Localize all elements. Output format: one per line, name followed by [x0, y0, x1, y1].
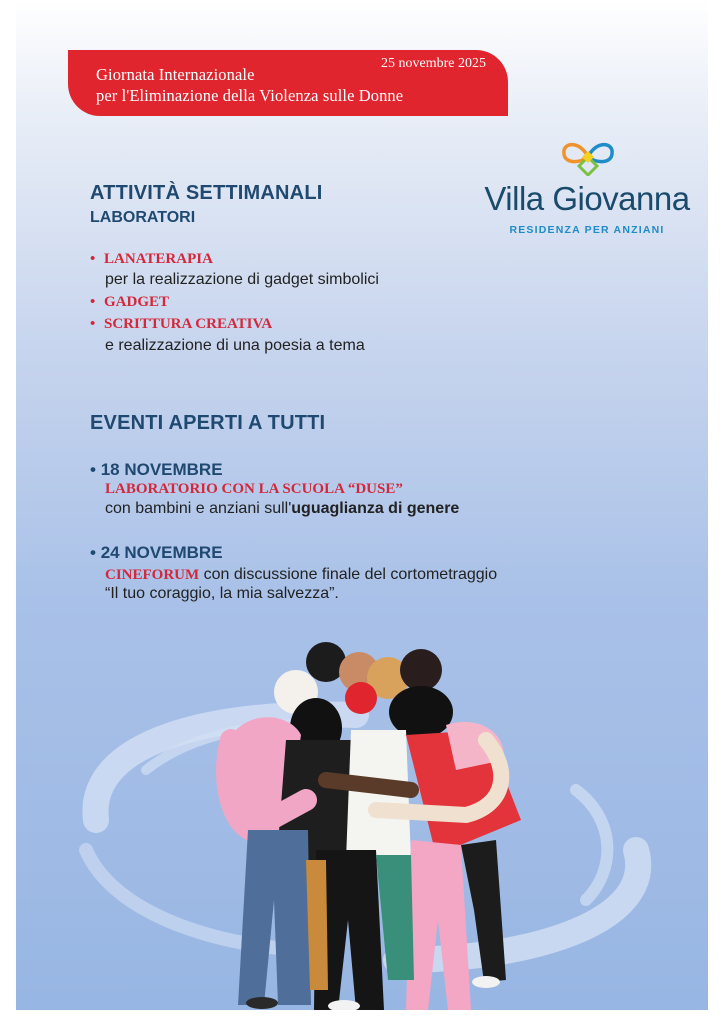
event-date-18-nov: [90, 460, 223, 480]
weekly-item-scrittura: [90, 316, 272, 333]
bullet: •: [90, 294, 96, 310]
banner-title: [96, 64, 403, 106]
women-hugging-illustration: [16, 620, 708, 1010]
bullet: •: [90, 316, 96, 332]
event-banner: [68, 50, 508, 116]
banner-title-line2: per l'Eliminazione della Violenza sulle Donne: [96, 86, 404, 105]
event-desc-emphasis: uguaglianza di genere: [291, 500, 460, 517]
weekly-item-label: LANATERAPIA: [104, 251, 213, 267]
event-desc-laboratorio: [105, 500, 459, 518]
event-date-label: 18 NOVEMBRE: [100, 460, 223, 479]
logo-name: Villa Giovanna: [484, 180, 690, 217]
event-desc-cineforum: [105, 566, 497, 584]
bullet: •: [90, 543, 96, 562]
events-heading: EVENTI APERTI A TUTTI: [90, 412, 326, 434]
bullet: •: [90, 251, 96, 267]
villa-giovanna-logo: [480, 136, 708, 246]
event-date-label: 24 NOVEMBRE: [100, 543, 223, 562]
banner-title-line1: Giornata Internazionale: [96, 65, 255, 84]
laboratori-subheading: LABORATORI: [90, 209, 196, 226]
bullet: •: [90, 460, 96, 479]
event-date-24-nov: [90, 543, 223, 563]
banner-date: 25 novembre 2025: [381, 56, 486, 71]
weekly-item-lanaterapia: [90, 251, 213, 268]
event-desc-text: con bambini e anziani sull': [105, 500, 292, 517]
weekly-activities-heading: ATTIVITÀ SETTIMANALI: [90, 182, 323, 204]
logo-subtitle: RESIDENZA PER ANZIANI: [509, 224, 665, 236]
weekly-item-gadget: [90, 294, 169, 311]
weekly-item-desc: e realizzazione di una poesia a tema: [105, 337, 365, 354]
poster: [16, 0, 708, 1010]
butterfly-logo-icon: [558, 136, 618, 176]
event-title-cineforum: CINEFORUM: [105, 567, 200, 583]
weekly-item-label: GADGET: [104, 294, 170, 310]
event-title-laboratorio: LABORATORIO CON LA SCUOLA “DUSE”: [105, 481, 403, 497]
weekly-item-label: SCRITTURA CREATIVA: [104, 316, 273, 332]
event-desc-text: con discussione finale del cortometraggio: [199, 566, 498, 583]
film-title: “Il tuo coraggio, la mia salvezza”.: [105, 585, 339, 602]
weekly-item-desc: per la realizzazione di gadget simbolici: [105, 271, 379, 288]
